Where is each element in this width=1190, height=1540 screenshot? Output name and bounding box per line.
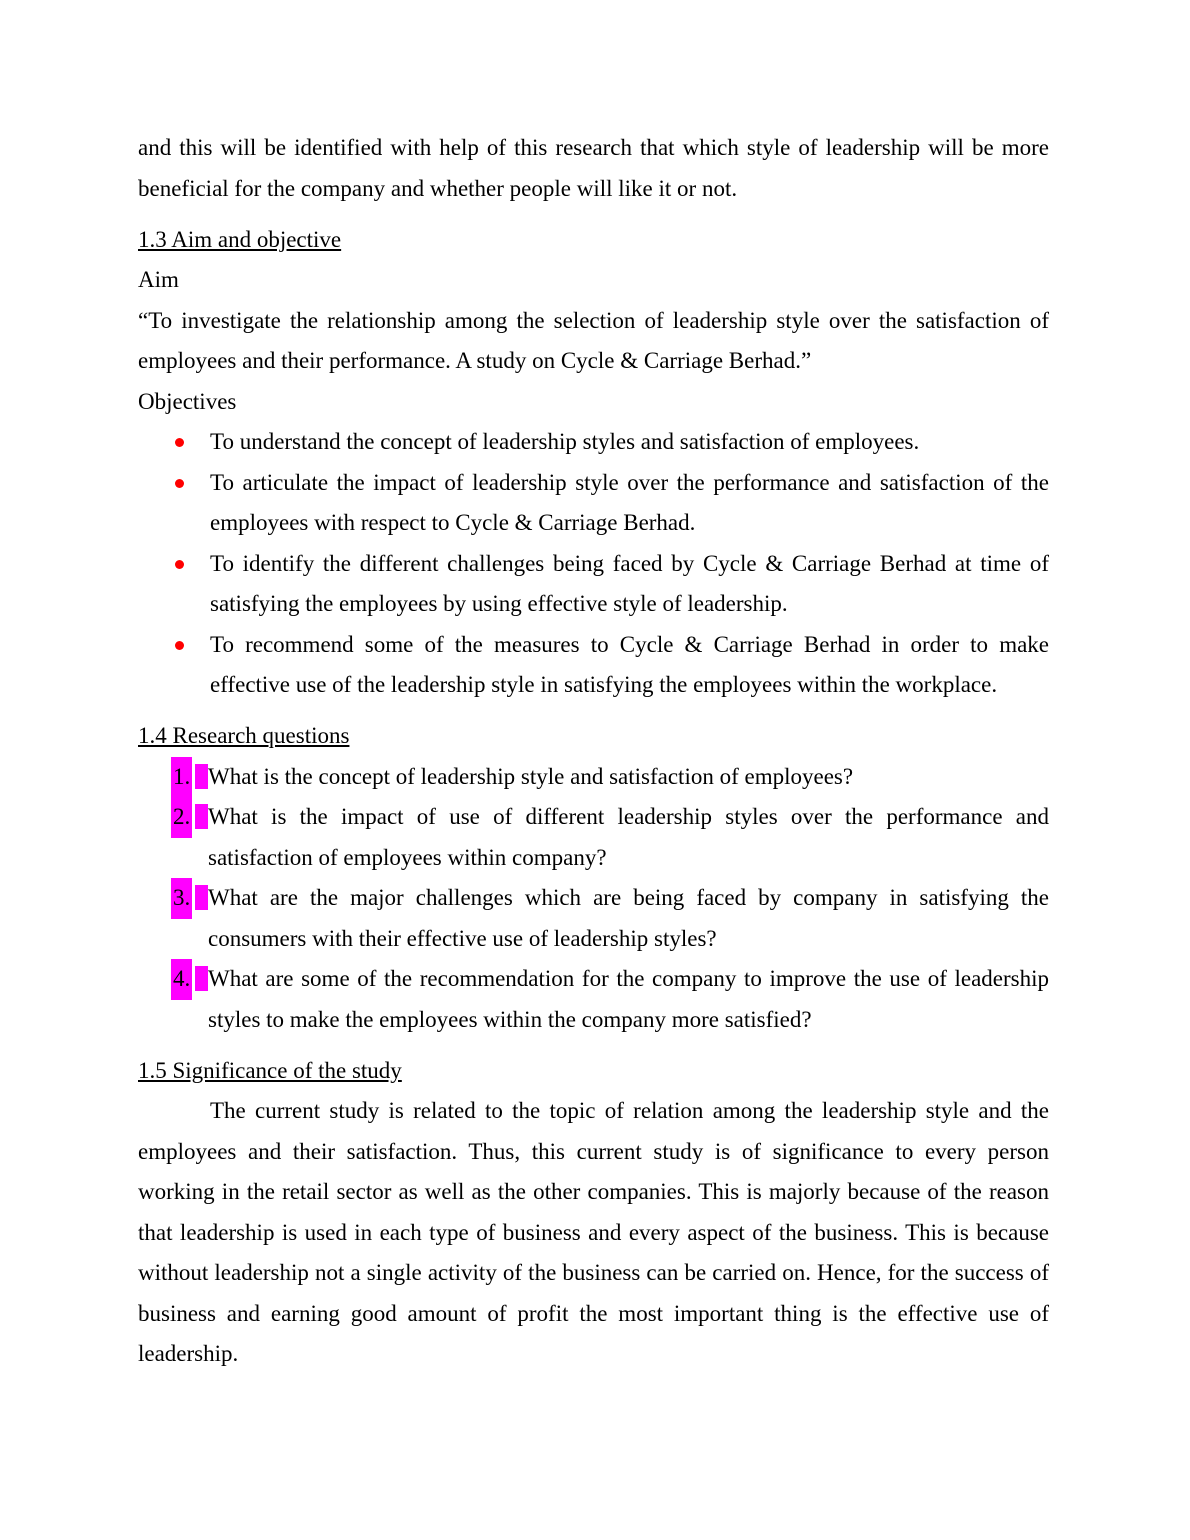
bullet-icon xyxy=(175,641,184,650)
objective-item xyxy=(138,625,1049,706)
question-number-highlight: 1. xyxy=(171,757,192,798)
bullet-icon xyxy=(175,560,184,569)
objective-text: To identify the different challenges being faced by Cycle & Carriage Berhad at time of satisfying the employees by using effective style of leadership. xyxy=(210,550,1049,616)
aim-quote-paragraph: “To investigate the relationship among the selection of leadership style over the satisfaction of employees and their performance. A study on Cycle & Carriage Berhad.” xyxy=(138,307,1049,373)
objectives-label: Objectives xyxy=(138,388,237,414)
significance-paragraph: The current study is related to the topic of relation among the leadership style and the employees and their satisfaction. Thus, this current study is of significance to every person working in the retail sector as well as the other companies. This is majorly because of the reason that leadership is used in each type of business and every aspect of the business. This is because without leadership not a single activity of the business can be carried on. Hence, for the success of business and earning good amount of profit the most important thing is the effective use of leadership. xyxy=(138,1098,1049,1366)
objective-item xyxy=(138,544,1049,625)
aim-label: Aim xyxy=(138,267,179,292)
highlighted-space xyxy=(195,885,208,910)
research-question-item xyxy=(138,757,1049,798)
question-number-highlight: 4. xyxy=(171,959,192,1000)
highlighted-space xyxy=(195,966,208,991)
objective-text: To understand the concept of leadership styles and satisfaction of employees. xyxy=(210,429,920,454)
bullet-icon xyxy=(175,438,184,447)
question-number-highlight: 2. xyxy=(171,797,192,838)
objective-item xyxy=(138,463,1049,544)
question-number-highlight: 3. xyxy=(171,878,192,919)
research-questions-list xyxy=(138,757,1049,1041)
bullet-icon xyxy=(175,479,184,488)
objectives-list xyxy=(138,422,1049,706)
objective-item xyxy=(138,422,1049,463)
section-heading-research-questions: 1.4 Research questions xyxy=(138,723,350,748)
objective-text: To articulate the impact of leadership style over the performance and satisfaction of the employees with respect to Cycle & Carriage Berhad. xyxy=(210,469,1049,535)
question-text: What is the impact of use of different leadership styles over the performance and satisfaction of employees within company? xyxy=(208,804,1049,870)
highlighted-space xyxy=(195,764,208,789)
question-number-marker xyxy=(171,959,208,1000)
question-text: What are the major challenges which are being faced by company in satisfying the consumers with their effective use of leadership styles? xyxy=(208,885,1049,951)
research-question-item xyxy=(138,959,1049,1040)
section-heading-significance: 1.5 Significance of the study xyxy=(138,1057,402,1083)
intro-paragraph: and this will be identified with help of this research that which style of leadership will be more beneficial for the company and whether people will like it or not. xyxy=(138,135,1049,201)
research-question-item xyxy=(138,878,1049,959)
question-number-marker xyxy=(171,797,208,838)
question-number-marker xyxy=(171,878,208,919)
highlighted-space xyxy=(195,804,208,829)
section-heading-aim: 1.3 Aim and objective xyxy=(138,226,342,252)
question-text: What is the concept of leadership style and satisfaction of employees? xyxy=(208,763,854,789)
research-question-item xyxy=(138,797,1049,878)
question-text: What are some of the recommendation for the company to improve the use of leadership styles to make the employees within the company more satisfied? xyxy=(208,966,1049,1032)
objective-text: To recommend some of the measures to Cycle & Carriage Berhad in order to make effective use of the leadership style in satisfying the employees within the workplace. xyxy=(210,631,1049,697)
question-number-marker xyxy=(171,757,208,798)
